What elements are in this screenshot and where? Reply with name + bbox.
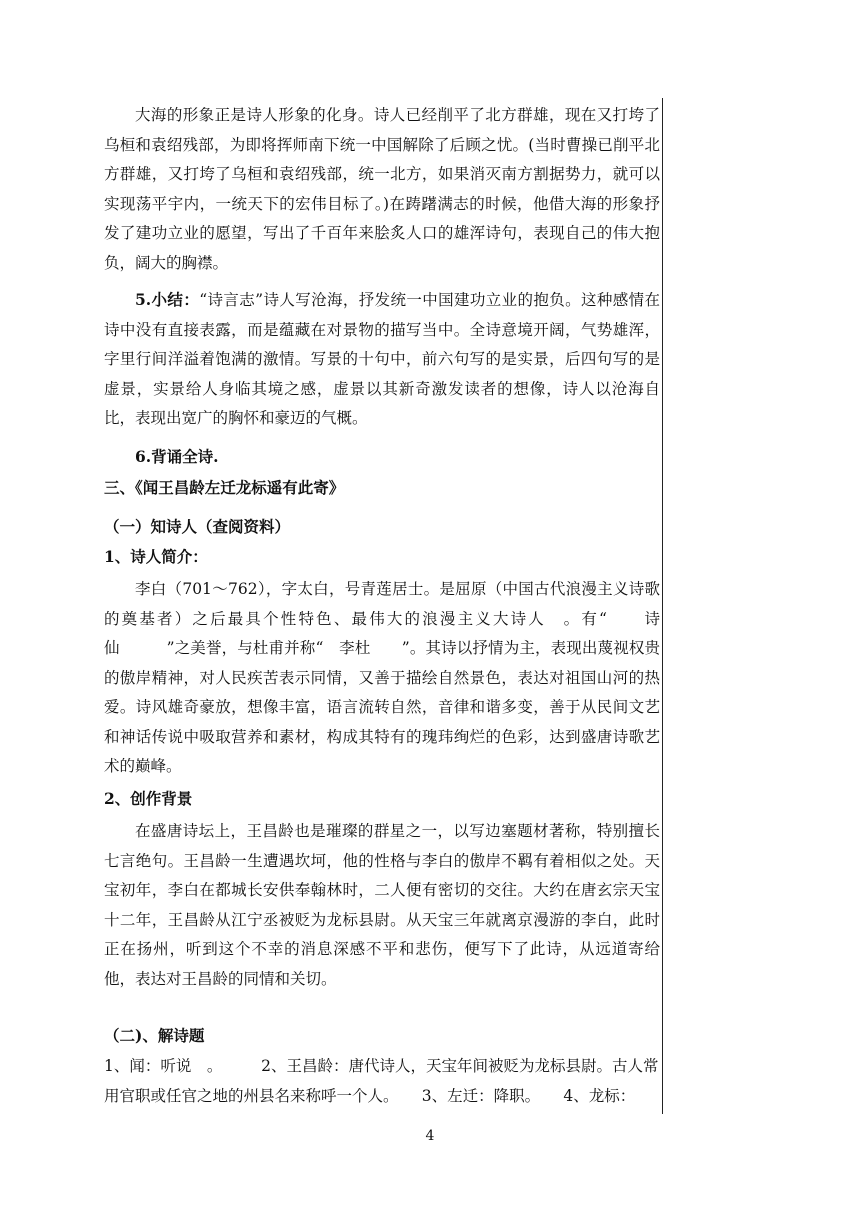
paragraph-background: 在盛唐诗坛上，王昌龄也是璀璨的群星之一，以写边塞题材著称，特别擅长七言绝句。王昌龄一生遭遇坎坷，他的性格与李白的傲岸不羁有着相似之处。天宝初年，李白在都城长安供奉翰林时，二人便有密切的交往。大约在唐玄宗天宝十二年，王昌龄从江宁丞被贬为龙标县尉。从天宝三年就离京漫游的李白，此时正在扬州，听到这个不幸的消息深感不平和悲伤，便写下了此诗，从远道寄给他，表达对王昌龄的同情和关切。 [104,822,660,988]
summary-lead: 5.小结： [135,290,200,309]
paragraph-recite: 6.背诵全诗. [135,447,219,466]
paragraph-word-notes: 1、闻：听说 。 2、王昌龄：唐代诗人，天宝年间被贬为龙标县尉。古人常用官职或任官之地的州县名来称呼一个人。 3、左迁：降职。 4、龙标： [104,1057,659,1105]
page-number: 4 [425,1128,435,1144]
subheading-explain-title: （二)、解诗题 [104,1026,205,1045]
paragraph-summary [104,285,660,434]
paragraph-li-bai: 李白（701～762），字太白，号青莲居士。是屈原（中国古代浪漫主义诗歌的奠基者）之后最具个性特色、最伟大的浪漫主义大诗人 。有“ 诗仙 ”之美誉，与杜甫并称“ 李杜 ”。其诗以抒情为主，表现出蔑视权贵的傲岸精神，对人民疾苦表示同情，又善于描绘自然景色，表达对祖国山河的热爱。诗风雄奇豪放，想像丰富，语言流转自然，音律和谐多变，善于从民间文艺和神话传说中吸取营养和素材，构成其特有的瑰玮绚烂的色彩，达到盛唐诗歌艺术的巅峰。 [104,580,660,775]
summary-text: “诗言志”诗人写沧海，抒发统一中国建功立业的抱负。这种感情在诗中没有直接表露，而是蕴藏在对景物的描写当中。全诗意境开阔，气势雄浑，字里行间洋溢着饱满的激情。写景的十句中，前六句写的是实景，后四句写的是虚景，实景给人身临其境之感，虚景以其新奇激发读者的想像，诗人以沧海自比，表现出宽广的胸怀和豪迈的气概。 [104,291,660,427]
table-border-right [662,98,663,1114]
section-heading-poem: 三、《闻王昌龄左迁龙标遥有此寄》 [104,478,345,497]
subheading-know-poet: （一）知诗人（查阅资料） [104,517,291,536]
paragraph-ocean-image: 大海的形象正是诗人形象的化身。诗人已经削平了北方群雄，现在又打垮了乌桓和袁绍残部，为即将挥师南下统一中国解除了后顾之忧。(当时曹操已削平北方群雄，又打垮了乌桓和袁绍残部，统一北方，如果消灭南方割据势力，就可以实现荡平宇内，一统天下的宏伟目标了。)在踌躇满志的时候，他借大海的形象抒发了建功立业的愿望，写出了千百年来脍炙人口的雄浑诗句，表现自己的伟大抱负，阔大的胸襟。 [104,106,660,272]
subheading-poet-intro: 1、诗人简介： [104,547,208,566]
subheading-background: 2、创作背景 [104,789,193,808]
